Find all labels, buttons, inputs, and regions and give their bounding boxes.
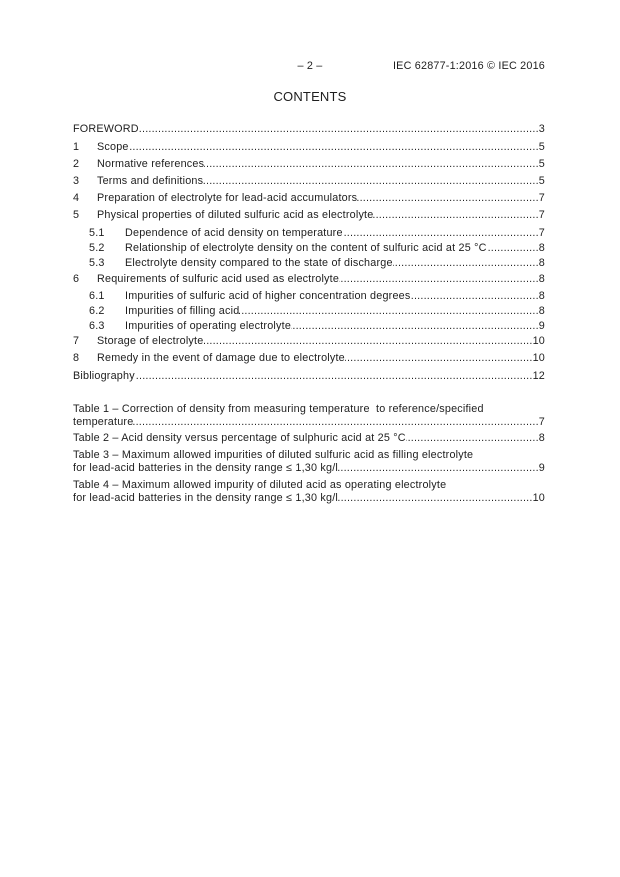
toc-entry-5 bbox=[73, 209, 545, 222]
toc-entry-title: Dependence of acid density on temperature bbox=[125, 226, 343, 239]
toc-entry-title: Normative references bbox=[97, 157, 205, 170]
table-entry-line bbox=[73, 432, 545, 445]
toc-entry-number: 5.2 bbox=[89, 241, 105, 254]
table-entry-page: 10 bbox=[532, 491, 545, 504]
toc-entry-title: Terms and definitions bbox=[97, 174, 204, 187]
toc-entry-5-2 bbox=[73, 242, 545, 255]
dot-leader bbox=[291, 320, 539, 333]
toc-entry-5-3 bbox=[73, 257, 545, 270]
dot-leader bbox=[343, 227, 539, 240]
contents-heading: CONTENTS bbox=[273, 89, 347, 104]
toc-entry-page: 8 bbox=[538, 304, 545, 317]
toc-entry-number: 6.1 bbox=[89, 289, 105, 302]
dot-leader bbox=[338, 462, 539, 475]
toc-entry-number: 2 bbox=[73, 157, 80, 170]
table-entry-3 bbox=[73, 449, 545, 475]
toc-entry-number: 8 bbox=[73, 351, 80, 364]
toc-entry-page: 12 bbox=[532, 369, 545, 382]
dot-leader bbox=[393, 257, 539, 270]
table-entry-title-continued: for lead-acid batteries in the density range ≤ 1,30 kg/l bbox=[73, 491, 339, 504]
toc-entry-number: 6 bbox=[73, 272, 80, 285]
dot-leader bbox=[203, 175, 539, 188]
document-reference: IEC 62877-1:2016 © IEC 2016 bbox=[392, 59, 545, 72]
toc-entry-page: 7 bbox=[538, 226, 545, 239]
toc-entry-page: 5 bbox=[538, 157, 545, 170]
dot-leader bbox=[239, 305, 538, 318]
dot-leader bbox=[129, 141, 539, 154]
toc-entry-title: Preparation of electrolyte for lead-acid accumulators bbox=[97, 191, 358, 204]
table-entry-1 bbox=[73, 403, 545, 429]
toc-entry-title: Bibliography bbox=[73, 369, 135, 382]
toc-entry-title: Requirements of sulfuric acid used as electrolyte bbox=[97, 272, 340, 285]
table-entry-line bbox=[73, 479, 545, 492]
toc-entry-number: 5.1 bbox=[89, 226, 105, 239]
toc-entry-4 bbox=[73, 192, 545, 205]
dot-leader bbox=[357, 192, 539, 205]
toc-entry-page: 3 bbox=[538, 122, 545, 135]
toc-entry-6 bbox=[73, 273, 545, 286]
toc-entry-title: Physical properties of diluted sulfuric acid as electrolyte bbox=[97, 208, 374, 221]
toc-entry-page: 7 bbox=[538, 191, 545, 204]
table-entry-4 bbox=[73, 479, 545, 505]
dot-leader bbox=[410, 290, 538, 303]
toc-entry-1 bbox=[73, 141, 545, 154]
toc-entry-page: 8 bbox=[538, 289, 545, 302]
toc-entry-title: FOREWORD bbox=[73, 122, 139, 135]
toc-entry-number: 4 bbox=[73, 191, 80, 204]
toc-entry-6-3 bbox=[73, 320, 545, 333]
dot-leader bbox=[345, 352, 533, 365]
toc-entry-page: 7 bbox=[538, 208, 545, 221]
dot-leader bbox=[338, 492, 533, 505]
dot-leader bbox=[406, 432, 539, 445]
dot-leader bbox=[139, 123, 539, 136]
table-entry-title-continued: for lead-acid batteries in the density range ≤ 1,30 kg/l bbox=[73, 461, 339, 474]
toc-entry-title: Scope bbox=[97, 140, 129, 153]
toc-entry-title: Impurities of operating electrolyte bbox=[125, 319, 292, 332]
toc-entry-page: 8 bbox=[538, 241, 545, 254]
dot-leader bbox=[135, 370, 533, 383]
table-entry-2 bbox=[73, 432, 545, 445]
toc-entry-page: 8 bbox=[538, 256, 545, 269]
toc-entry-number: 3 bbox=[73, 174, 80, 187]
toc-entry-number: 5 bbox=[73, 208, 80, 221]
toc-entry-number: 1 bbox=[73, 140, 80, 153]
toc-entry-6-2 bbox=[73, 305, 545, 318]
table-entry-line bbox=[73, 462, 545, 475]
dot-leader bbox=[487, 242, 539, 255]
toc-entry-7 bbox=[73, 335, 545, 348]
toc-entry-number: 6.2 bbox=[89, 304, 105, 317]
toc-entry-8 bbox=[73, 352, 545, 365]
table-entry-line bbox=[73, 492, 545, 505]
toc-entry-title: Remedy in the event of damage due to electrolyte bbox=[97, 351, 345, 364]
dot-leader bbox=[204, 158, 539, 171]
toc-entry-page: 10 bbox=[532, 334, 545, 347]
table-entry-page: 7 bbox=[538, 415, 545, 428]
table-entry-title: Table 2 – Acid density versus percentage of sulphuric acid at 25 °C bbox=[73, 431, 406, 444]
toc-entry-page: 8 bbox=[538, 272, 545, 285]
toc-entry-page: 10 bbox=[532, 351, 545, 364]
toc-entry-title: Storage of electrolyte bbox=[97, 334, 204, 347]
table-entry-title: Table 3 – Maximum allowed impurities of diluted sulfuric acid as filling electrolyte bbox=[73, 448, 474, 461]
toc-entry-3 bbox=[73, 175, 545, 188]
table-entry-title: Table 4 – Maximum allowed impurity of diluted acid as operating electrolyte bbox=[73, 478, 447, 491]
table-entry-line bbox=[73, 416, 545, 429]
toc-entry-bibliography bbox=[73, 370, 545, 383]
table-entry-title-continued: temperature bbox=[73, 415, 134, 428]
toc-entry-page: 9 bbox=[538, 319, 545, 332]
toc-entry-title: Impurities of filling acid bbox=[125, 304, 240, 317]
toc-entry-2 bbox=[73, 158, 545, 171]
table-entry-line bbox=[73, 449, 545, 462]
toc-entry-page: 5 bbox=[538, 140, 545, 153]
toc-entry-5-1 bbox=[73, 227, 545, 240]
toc-entry-title: Relationship of electrolyte density on the content of sulfuric acid at 25 °C bbox=[125, 241, 487, 254]
toc-entry-number: 5.3 bbox=[89, 256, 105, 269]
toc-entry-number: 7 bbox=[73, 334, 80, 347]
toc-entry-number: 6.3 bbox=[89, 319, 105, 332]
dot-leader bbox=[339, 273, 539, 286]
toc-entry-page: 5 bbox=[538, 174, 545, 187]
table-entry-line bbox=[73, 403, 545, 416]
toc-entry-6-1 bbox=[73, 290, 545, 303]
toc-entry-foreword bbox=[73, 123, 545, 136]
toc-entry-title: Impurities of sulfuric acid of higher concentration degrees bbox=[125, 289, 411, 302]
dot-leader bbox=[203, 335, 532, 348]
page-number: – 2 – bbox=[297, 59, 323, 72]
table-entry-page: 9 bbox=[538, 461, 545, 474]
table-entry-page: 8 bbox=[538, 431, 545, 444]
dot-leader bbox=[133, 416, 538, 429]
table-entry-title: Table 1 – Correction of density from measuring temperature to reference/specified bbox=[73, 402, 484, 415]
dot-leader bbox=[373, 209, 538, 222]
toc-entry-title: Electrolyte density compared to the state of discharge bbox=[125, 256, 393, 269]
